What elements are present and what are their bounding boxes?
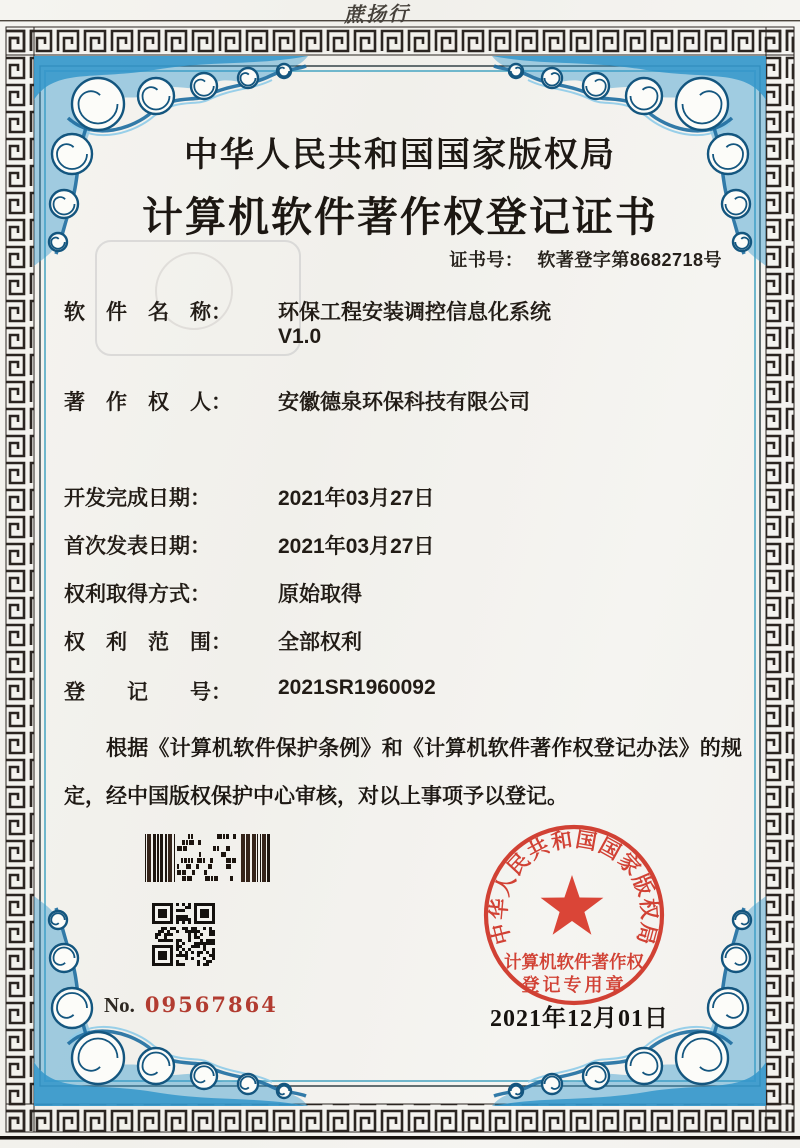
certificate-number-value: 软著登字第8682718号 [537, 250, 722, 270]
seal-date: 2021年12月01日 [490, 1006, 669, 1032]
field-label: 著 作 权 人： [64, 391, 232, 414]
handwritten-note: 蔗扬行 [343, 1, 411, 27]
red-star-icon [541, 875, 604, 935]
field-label: 开发完成日期： [64, 487, 211, 510]
field-dev-complete-date [64, 482, 434, 512]
software-version: V1.0 [278, 325, 322, 348]
official-red-seal [462, 816, 692, 1046]
certificate-number-label: 证书号： [449, 250, 524, 270]
registration-statement: 根据《计算机软件保护条例》和《计算机软件著作权登记办法》的规定，经中国版权保护中心审核，对以上事项予以登记。 [64, 736, 742, 808]
field-value: 2021SR1960092 [278, 676, 436, 699]
field-rights-scope [64, 626, 362, 656]
field-label: 首次发表日期： [64, 535, 211, 558]
field-value: 安徽德泉环保科技有限公司 [278, 391, 530, 414]
barcode-icon [145, 834, 271, 882]
field-value: 环保工程安装调控信息化系统 [278, 301, 551, 324]
field-value: 原始取得 [278, 583, 362, 606]
seal-line2: 登记专用章 [521, 975, 627, 995]
field-registration-number [64, 676, 436, 706]
field-label: 权 利 范 围： [64, 631, 232, 654]
seal-ring-text: 中华人民共和国国家版权局 [486, 827, 662, 949]
seal-line1: 计算机软件著作权 [504, 952, 644, 972]
field-value: 2021年03月27日 [278, 535, 435, 558]
field-software-name [64, 296, 551, 326]
certificate-number-line [0, 246, 722, 272]
qr-code-icon [152, 903, 218, 969]
serial-label: No. [104, 993, 135, 1017]
field-label: 权利取得方式： [64, 583, 211, 606]
field-value: 全部权利 [278, 631, 362, 654]
meander-bottom [6, 1104, 794, 1132]
bottom-rule [0, 1136, 800, 1140]
serial-number: 09567864 [144, 992, 278, 1017]
meander-top [6, 27, 794, 55]
certificate-title: 计算机软件著作权登记证书 [142, 194, 658, 240]
serial-number-line [104, 992, 278, 1018]
field-copyright-owner [64, 386, 530, 416]
field-rights-acquisition [64, 578, 362, 608]
field-first-publish-date [64, 530, 434, 560]
field-label: 软 件 名 称： [64, 301, 232, 324]
field-label: 登 记 号： [64, 681, 232, 704]
issuing-authority: 中华人民共和国国家版权局 [184, 137, 616, 174]
field-value: 2021年03月27日 [278, 487, 435, 510]
